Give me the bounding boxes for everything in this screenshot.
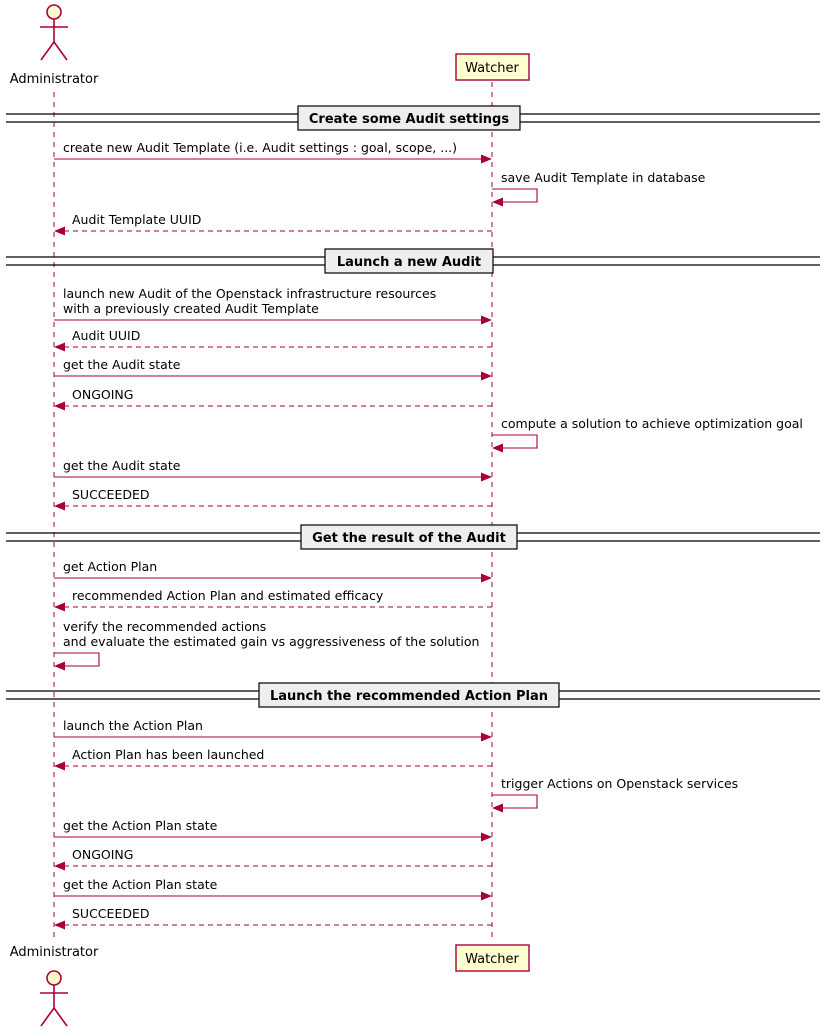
message-recommended-action-plan xyxy=(54,588,492,612)
message-create-audit-template xyxy=(54,140,492,164)
message-get-action-plan xyxy=(54,559,492,583)
message-action-plan-state-ongoing xyxy=(54,847,492,871)
divider-launch-recommended-action-plan xyxy=(6,683,820,707)
divider-create-audit-settings xyxy=(6,106,820,130)
message-label: get the Action Plan state xyxy=(63,877,218,892)
message-label: Audit UUID xyxy=(72,328,141,343)
message-label: launch the Action Plan xyxy=(63,718,203,733)
message-label-line1: launch new Audit of the Openstack infrastructure resources xyxy=(63,286,437,301)
participant-watcher-top-label: Watcher xyxy=(465,61,519,76)
divider-launch-new-audit xyxy=(6,249,820,273)
divider-label: Create some Audit settings xyxy=(308,112,510,127)
message-save-audit-template xyxy=(492,170,706,207)
message-label: Audit Template UUID xyxy=(72,212,202,227)
participant-watcher-bottom-label: Watcher xyxy=(465,952,519,967)
divider-label: Launch the recommended Action Plan xyxy=(269,689,549,704)
divider-label: Get the result of the Audit xyxy=(312,531,506,546)
message-label: Action Plan has been launched xyxy=(72,747,265,762)
message-label: trigger Actions on Openstack services xyxy=(501,776,739,791)
message-label: compute a solution to achieve optimization goal xyxy=(501,416,803,431)
message-get-audit-state-1 xyxy=(54,357,492,381)
actor-administrator-top-label: Administrator xyxy=(9,72,99,87)
message-audit-template-uuid xyxy=(54,212,492,236)
message-audit-state-ongoing xyxy=(54,387,492,411)
message-label-line2: and evaluate the estimated gain vs aggressiveness of the solution xyxy=(63,634,480,649)
message-trigger-actions xyxy=(492,776,738,813)
message-launch-action-plan xyxy=(54,718,492,742)
message-launch-new-audit xyxy=(54,286,492,325)
divider-label: Launch a new Audit xyxy=(336,255,482,270)
message-verify-recommended-actions xyxy=(54,619,479,671)
message-get-audit-state-2 xyxy=(54,458,492,482)
message-action-plan-state-succeeded xyxy=(54,906,492,930)
message-label: get the Action Plan state xyxy=(63,818,218,833)
message-label: ONGOING xyxy=(72,387,134,402)
message-label: ONGOING xyxy=(72,847,134,862)
participant-watcher-top[interactable] xyxy=(456,54,529,80)
participant-watcher-bottom[interactable] xyxy=(456,945,529,971)
message-label: recommended Action Plan and estimated efficacy xyxy=(72,588,384,603)
message-audit-uuid xyxy=(54,328,492,352)
message-label: get Action Plan xyxy=(63,559,158,574)
message-label: get the Audit state xyxy=(63,458,181,473)
message-label-line2: with a previously created Audit Template xyxy=(63,301,319,316)
message-action-plan-launched xyxy=(54,747,492,771)
message-audit-state-succeeded xyxy=(54,487,492,511)
message-get-action-plan-state-1 xyxy=(54,818,492,842)
message-get-action-plan-state-2 xyxy=(54,877,492,901)
actor-administrator-top[interactable] xyxy=(10,5,99,87)
message-label: get the Audit state xyxy=(63,357,181,372)
divider-get-result-of-audit xyxy=(6,525,820,549)
message-label: create new Audit Template (i.e. Audit settings : goal, scope, ...) xyxy=(63,140,458,155)
message-label: SUCCEEDED xyxy=(72,487,150,502)
message-label: save Audit Template in database xyxy=(501,170,706,185)
actor-administrator-bottom-label: Administrator xyxy=(9,945,99,960)
message-label: SUCCEEDED xyxy=(72,906,150,921)
message-label-line1: verify the recommended actions xyxy=(63,619,267,634)
actor-administrator-bottom[interactable] xyxy=(10,945,99,1026)
message-compute-solution xyxy=(492,416,803,453)
